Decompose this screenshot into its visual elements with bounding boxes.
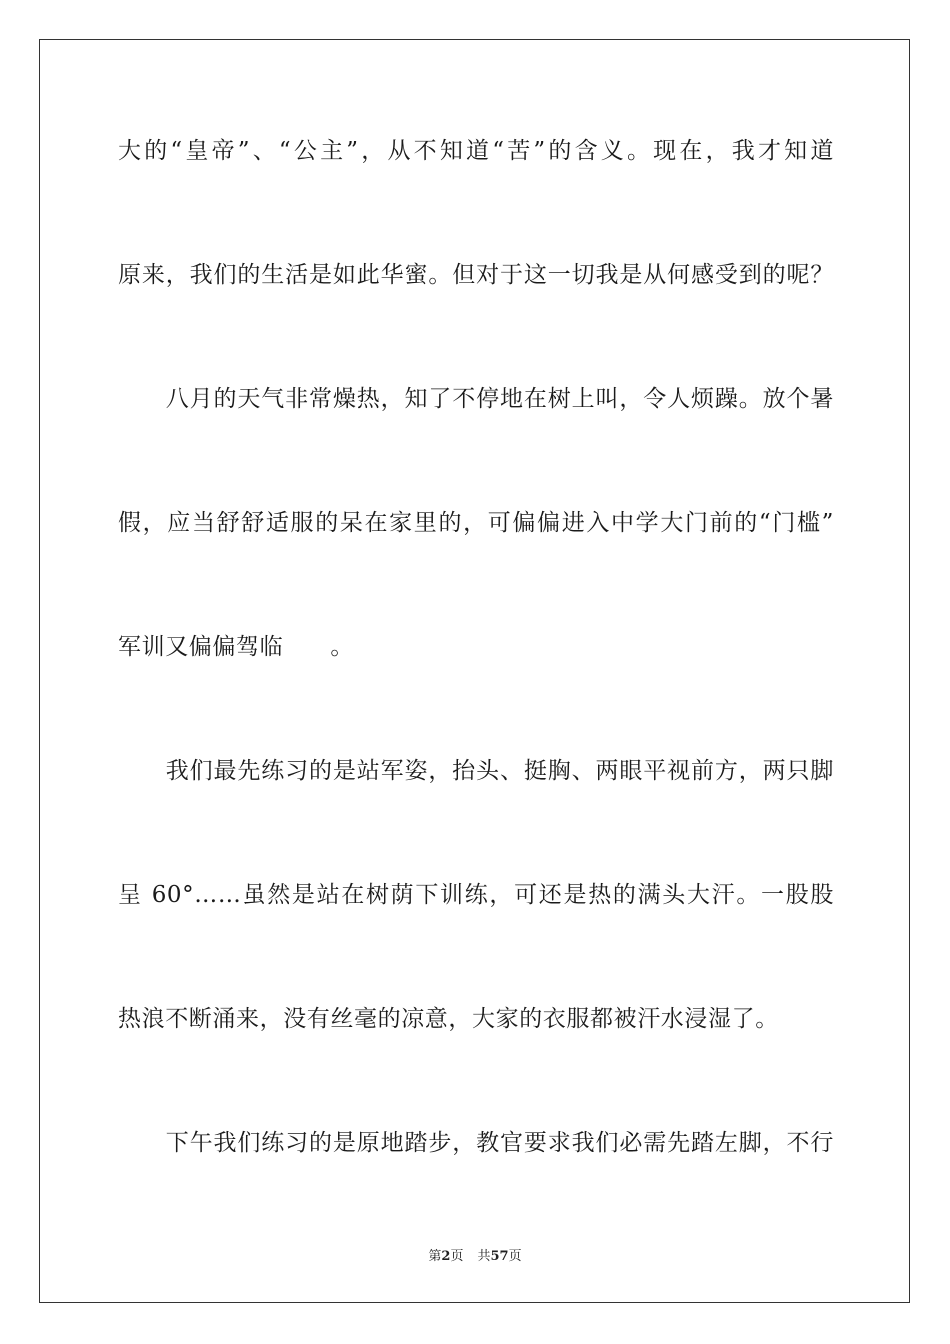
text-line-6: 我们最先练习的是站军姿，抬头、挺胸、两眼平视前方，两只脚 <box>118 758 834 784</box>
footer-page-prefix: 第 <box>428 1249 442 1264</box>
text-line-3: 八月的天气非常燥热，知了不停地在树上叫，令人烦躁。放个暑 <box>118 386 834 412</box>
text-line-5: 军训又偏偏驾临 。 <box>118 634 354 660</box>
page-border <box>39 39 910 1303</box>
page-footer <box>0 1248 950 1266</box>
footer-total-prefix: 共 <box>477 1249 491 1264</box>
text-line-4: 假，应当舒舒适服的呆在家里的，可偏偏进入中学大门前的“门槛” <box>118 510 834 536</box>
footer-total-suffix: 页 <box>508 1249 522 1264</box>
text-line-8: 热浪不断涌来，没有丝毫的凉意，大家的衣服都被汗水浸湿了。 <box>118 1006 779 1032</box>
text-line-1: 大的“皇帝”、“公主”，从不知道“苦”的含义。现在，我才知道 <box>118 138 834 164</box>
text-line-9: 下午我们练习的是原地踏步，教官要求我们必需先踏左脚，不行 <box>118 1130 834 1156</box>
text-line-7: 呈 60°……虽然是站在树荫下训练，可还是热的满头大汗。一股股 <box>118 882 834 908</box>
text-line-2: 原来，我们的生活是如此华蜜。但对于这一切我是从何感受到的呢？ <box>118 262 834 288</box>
footer-page-suffix: 页 <box>450 1249 464 1264</box>
footer-page-number: 2 <box>441 1249 451 1264</box>
footer-total-pages: 57 <box>490 1249 509 1264</box>
